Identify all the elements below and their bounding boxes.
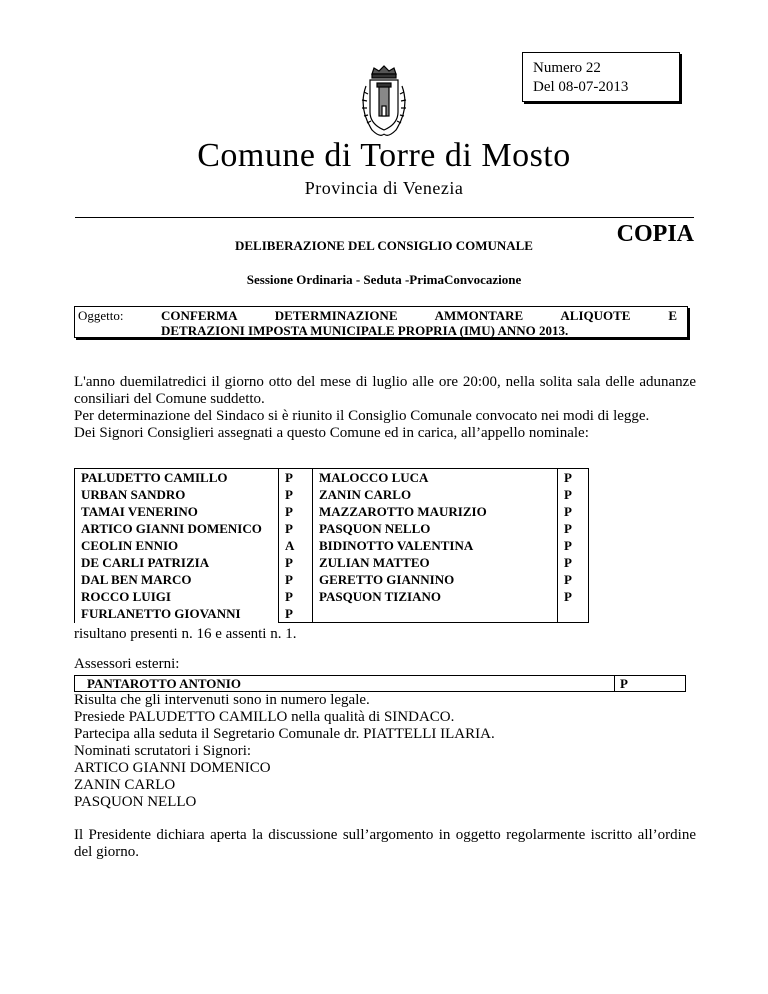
councillor-name: DAL BEN MARCO — [75, 571, 279, 588]
councillor-name: GERETTO GIANNINO — [319, 572, 455, 587]
delibera-number: Numero 22 — [533, 60, 601, 76]
councillor-status: P — [279, 588, 313, 605]
councillor-status: P — [558, 588, 589, 605]
subject-box — [74, 306, 688, 338]
councillor-name: CEOLIN ENNIO — [75, 537, 279, 554]
deliberation-type: DELIBERAZIONE DEL CONSIGLIO COMUNALE — [235, 238, 533, 253]
external-assessors-label: Assessori esterni: — [74, 656, 180, 672]
table-row — [75, 571, 589, 588]
councillor-status: P — [558, 503, 589, 520]
table-row — [75, 605, 589, 623]
table-row — [75, 503, 589, 520]
councillor-status: P — [558, 554, 589, 571]
councillor-status: P — [279, 571, 313, 588]
subject-label: Oggetto: — [78, 308, 124, 323]
councillor-status: P — [558, 571, 589, 588]
delibera-number-box — [522, 52, 680, 102]
assessor-status: P — [620, 676, 628, 691]
table-row — [75, 486, 589, 503]
empty-cell — [313, 605, 558, 623]
councillor-name: PASQUON NELLO — [319, 521, 431, 536]
session-info: Sessione Ordinaria - Seduta -PrimaConvocazione — [246, 272, 522, 287]
delibera-date: Del 08-07-2013 — [533, 79, 629, 95]
copy-label: COPIA — [616, 221, 694, 247]
councillor-name: TAMAI VENERINO — [75, 503, 279, 520]
councillor-status: P — [279, 605, 313, 623]
table-row — [75, 554, 589, 571]
table-row — [75, 469, 589, 487]
header-divider — [75, 217, 694, 218]
councillor-status: P — [279, 554, 313, 571]
councillor-name: PALUDETTO CAMILLO — [75, 469, 279, 487]
councillor-status: P — [558, 486, 589, 503]
table-row — [75, 537, 589, 554]
councillor-name: DE CARLI PATRIZIA — [75, 554, 279, 571]
scrutineer-name: PASQUON NELLO — [74, 794, 197, 810]
secretary-text: Partecipa alla seduta il Segretario Comunale dr. PIATTELLI ILARIA. — [74, 726, 495, 742]
municipality-name: Comune di Torre di Mosto — [197, 137, 571, 174]
subject-line-2: DETRAZIONI IMPOSTA MUNICIPALE PROPRIA (IMU) ANNO 2013. — [161, 323, 569, 338]
municipal-crest-icon — [352, 62, 416, 142]
councillor-status: P — [279, 503, 313, 520]
quorum-text: Risulta che gli intervenuti sono in numero legale. — [74, 692, 370, 708]
attendance-summary: risultano presenti n. 16 e assenti n. 1. — [74, 626, 297, 642]
councillor-name: PASQUON TIZIANO — [319, 589, 441, 604]
assessor-name: PANTAROTTO ANTONIO — [87, 676, 241, 691]
president-text: Presiede PALUDETTO CAMILLO nella qualità di SINDACO. — [74, 709, 455, 725]
scrutineers-label: Nominati scrutatori i Signori: — [74, 743, 252, 759]
councillor-name: ZULIAN MATTEO — [319, 555, 430, 570]
subject-line-1: CONFERMA DETERMINAZIONE AMMONTARE ALIQUOTE E — [161, 308, 677, 323]
province-name: Provincia di Venezia — [304, 178, 464, 198]
councillor-name: URBAN SANDRO — [75, 486, 279, 503]
table-row — [75, 588, 589, 605]
scrutineer-name: ARTICO GIANNI DOMENICO — [74, 760, 271, 776]
councillor-status: P — [558, 520, 589, 537]
empty-cell — [558, 605, 589, 623]
roll-call-text: Dei Signori Consiglieri assegnati a questo Comune ed in carica, all’appello nominale: — [74, 425, 589, 441]
councillor-status: P — [558, 537, 589, 554]
attendance-table — [74, 468, 589, 623]
scrutineer-name: ZANIN CARLO — [74, 777, 176, 793]
external-assessor-row — [74, 675, 686, 692]
councillor-status: P — [279, 520, 313, 537]
councillor-status: P — [279, 469, 313, 487]
councillor-status: A — [279, 537, 313, 554]
councillor-name: MALOCCO LUCA — [313, 469, 558, 487]
column-divider — [614, 676, 615, 691]
closing-paragraph: Il Presidente dichiara aperta la discussione sull’argomento in oggetto regolarmente iscritto all’ordine del giorno. — [74, 827, 696, 860]
councillor-name: FURLANETTO GIOVANNI — [75, 605, 279, 623]
councillor-name: BIDINOTTO VALENTINA — [319, 538, 474, 553]
councillor-name: ZANIN CARLO — [319, 487, 412, 502]
intro-paragraph: L'anno duemilatredici il giorno otto del mese di luglio alle ore 20:00, nella solita sala delle adunanze consiliari del Comune suddetto. — [74, 374, 696, 407]
councillor-name: MAZZAROTTO MAURIZIO — [319, 504, 487, 519]
table-row — [75, 520, 589, 537]
councillor-name: ROCCO LUIGI — [75, 588, 279, 605]
councillor-name: ARTICO GIANNI DOMENICO — [75, 520, 279, 537]
councillor-status: P — [558, 469, 589, 487]
councillor-status: P — [279, 486, 313, 503]
convocation-text: Per determinazione del Sindaco si è riunito il Consiglio Comunale convocato nei modi di legge. — [74, 408, 650, 424]
